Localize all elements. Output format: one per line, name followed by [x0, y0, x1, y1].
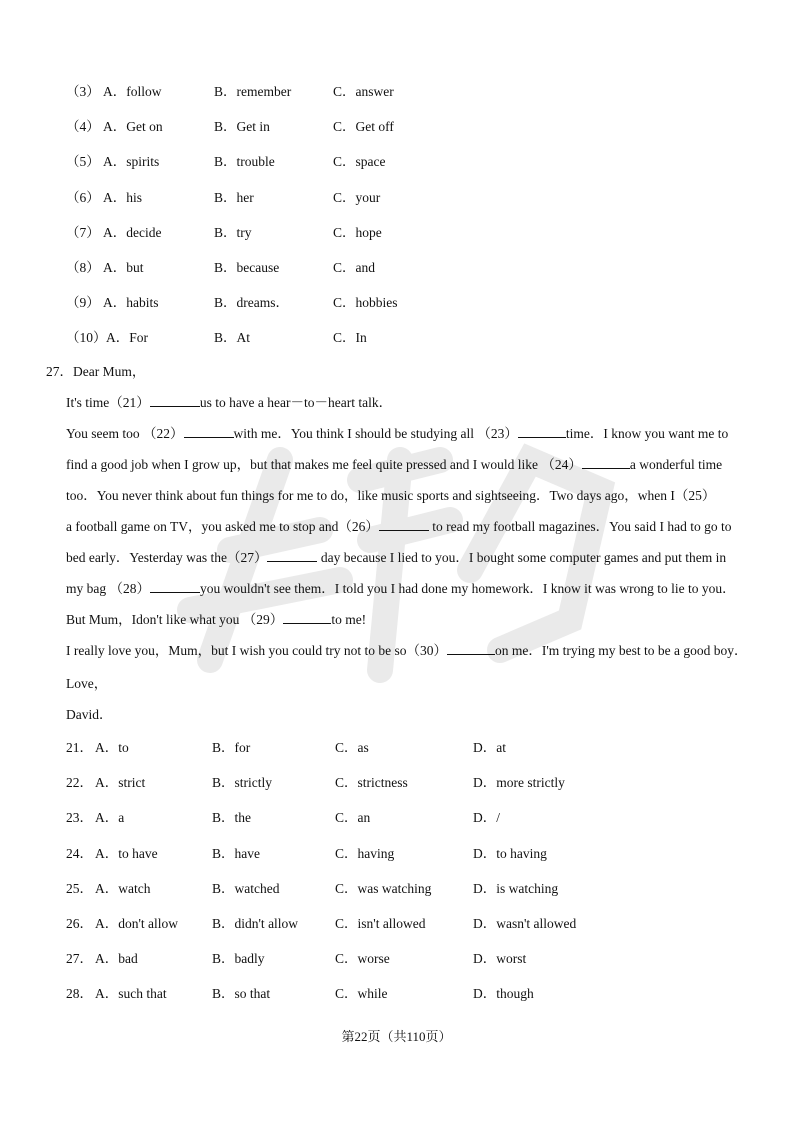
option-row-8	[0, 256, 793, 276]
page-footer: 第22页（共110页）	[341, 1029, 452, 1044]
passage-line-4: too．You never think about fun things for me to do，like music sports and sightseeing．Two days ago，when I（25）	[66, 488, 716, 503]
option-b: B．the	[212, 810, 251, 825]
option-row-9	[0, 291, 793, 311]
option-row-5	[0, 150, 793, 170]
option-c: C．an	[335, 810, 371, 825]
question-number: 22．	[66, 775, 93, 790]
question-number: （5）	[66, 154, 100, 169]
option-c: C．answer	[333, 84, 394, 99]
option-d: D．at	[473, 740, 506, 755]
passage-text: It's time（21）	[66, 395, 150, 410]
option-b: B．try	[214, 225, 252, 240]
option-b: B．badly	[212, 951, 265, 966]
option-a: A．habits	[103, 295, 159, 310]
option-d: D．wasn't allowed	[473, 916, 577, 931]
option-a: A．a	[95, 810, 125, 825]
option-b: B．her	[214, 190, 254, 205]
option-row-6	[0, 186, 793, 206]
passage-text: But Mum，Idon't like what you （29）	[66, 612, 284, 627]
passage-text: us to have a hear－to－heart talk．	[199, 395, 393, 410]
option-row-4	[0, 115, 793, 135]
option-b: B．remember	[214, 84, 292, 99]
passage-line-6	[66, 546, 726, 566]
option-b: B．have	[212, 846, 260, 861]
option-b: B．At	[214, 330, 251, 345]
option-row-27	[0, 947, 793, 967]
passage-line-8	[66, 608, 366, 628]
passage-text: my bag （28）	[66, 581, 150, 596]
option-a: A．to have	[95, 846, 158, 861]
question-number: 21．	[66, 740, 93, 755]
option-b: B．Get in	[214, 119, 270, 134]
passage-line-2	[66, 422, 728, 442]
passage-line-3	[66, 453, 722, 473]
option-a: A．strict	[95, 775, 146, 790]
blank-29	[283, 611, 331, 624]
option-a: A．to	[95, 740, 129, 755]
option-c: C．while	[335, 986, 388, 1001]
option-b: B．so that	[212, 986, 271, 1001]
question-number: （3）	[66, 84, 100, 99]
option-b: B．for	[212, 740, 251, 755]
option-a: A．follow	[103, 84, 162, 99]
option-a: A．spirits	[103, 154, 160, 169]
option-c: C．worse	[335, 951, 390, 966]
option-row-21	[0, 736, 793, 756]
option-row-22	[0, 771, 793, 791]
option-c: C．your	[333, 190, 381, 205]
question-number: （4）	[66, 119, 100, 134]
passage-text: a football game on TV，you asked me to stop and（26）	[66, 519, 379, 534]
option-c: C．isn't allowed	[335, 916, 426, 931]
passage-text: find a good job when I grow up，but that makes me feel quite pressed and I would like （24）	[66, 457, 582, 472]
blank-22	[184, 425, 234, 438]
blank-30	[447, 642, 495, 655]
option-a: A．such that	[95, 986, 167, 1001]
passage-line-9	[66, 639, 748, 659]
blank-24	[582, 456, 630, 469]
blank-26	[379, 518, 429, 531]
passage-line-1	[66, 391, 392, 411]
option-b: B．strictly	[212, 775, 272, 790]
blank-21	[150, 394, 200, 407]
question-number: （6）	[66, 190, 100, 205]
passage-text: day because I lied to you．I bought some computer games and put them in	[320, 550, 727, 565]
passage-heading: 27．Dear Mum，	[46, 364, 146, 379]
option-a: A．watch	[95, 881, 151, 896]
option-c: C．as	[335, 740, 369, 755]
option-a: A．don't allow	[95, 916, 179, 931]
passage-line-5	[66, 515, 732, 535]
option-c: C．space	[333, 154, 386, 169]
option-c: C．strictness	[335, 775, 408, 790]
option-row-26	[0, 912, 793, 932]
question-number: 28．	[66, 986, 93, 1001]
blank-23	[518, 425, 566, 438]
passage-text: with me．You think I should be studying all （23）	[233, 426, 518, 441]
option-c: C．and	[333, 260, 375, 275]
blank-27	[267, 549, 317, 562]
option-row-24	[0, 842, 793, 862]
option-c: C．Get off	[333, 119, 394, 134]
option-row-28	[0, 982, 793, 1002]
option-a: A．bad	[95, 951, 138, 966]
passage-line-7	[66, 577, 736, 597]
question-number: 23．	[66, 810, 93, 825]
option-b: B．because	[214, 260, 280, 275]
passage-text: to me!	[331, 612, 367, 627]
option-row-10	[0, 326, 793, 346]
option-c: C．In	[333, 330, 367, 345]
question-number: 27．	[66, 951, 93, 966]
option-b: B．trouble	[214, 154, 275, 169]
option-a: A．For	[106, 330, 149, 345]
option-row-7	[0, 221, 793, 241]
question-number: 24．	[66, 846, 93, 861]
question-number: （8）	[66, 260, 100, 275]
option-c: C．having	[335, 846, 395, 861]
passage-text: you wouldn't see them．I told you I had done my homework．I know it was wrong to lie to you．	[200, 581, 736, 596]
passage-text: on me．I'm trying my best to be a good boy．	[494, 643, 748, 658]
option-a: A．but	[103, 260, 144, 275]
option-a: A．his	[103, 190, 143, 205]
option-d: D．more strictly	[473, 775, 565, 790]
option-c: C．hope	[333, 225, 382, 240]
passage-text: I really love you，Mum，but I wish you could try not to be so（30）	[66, 643, 447, 658]
passage-text: time．I know you want me to	[565, 426, 729, 441]
option-a: A．Get on	[103, 119, 163, 134]
passage-text: to read my football magazines．You said I had to go to	[432, 519, 732, 534]
option-b: B．didn't allow	[212, 916, 299, 931]
option-d: D．worst	[473, 951, 527, 966]
option-d: D．though	[473, 986, 534, 1001]
option-a: A．decide	[103, 225, 162, 240]
question-number: （9）	[66, 295, 100, 310]
passage-text: a wonderful time	[629, 457, 723, 472]
blank-28	[150, 580, 200, 593]
option-b: B．watched	[212, 881, 280, 896]
option-d: D．/	[473, 810, 500, 825]
passage-text: You seem too （22）	[66, 426, 184, 441]
passage-text: bed early．Yesterday was the（27）	[66, 550, 268, 565]
option-d: D．is watching	[473, 881, 559, 896]
question-number: 25．	[66, 881, 93, 896]
option-row-23	[0, 806, 793, 826]
option-d: D．to having	[473, 846, 547, 861]
passage-closing: Love，	[66, 676, 108, 691]
option-c: C．hobbies	[333, 295, 398, 310]
option-b: B．dreams．	[214, 295, 289, 310]
question-number: （10）	[66, 330, 107, 345]
question-number: 26．	[66, 916, 93, 931]
option-c: C．was watching	[335, 881, 432, 896]
option-row-25	[0, 877, 793, 897]
passage-signature: David．	[66, 707, 113, 722]
question-number: （7）	[66, 225, 100, 240]
option-row-3	[0, 80, 793, 100]
